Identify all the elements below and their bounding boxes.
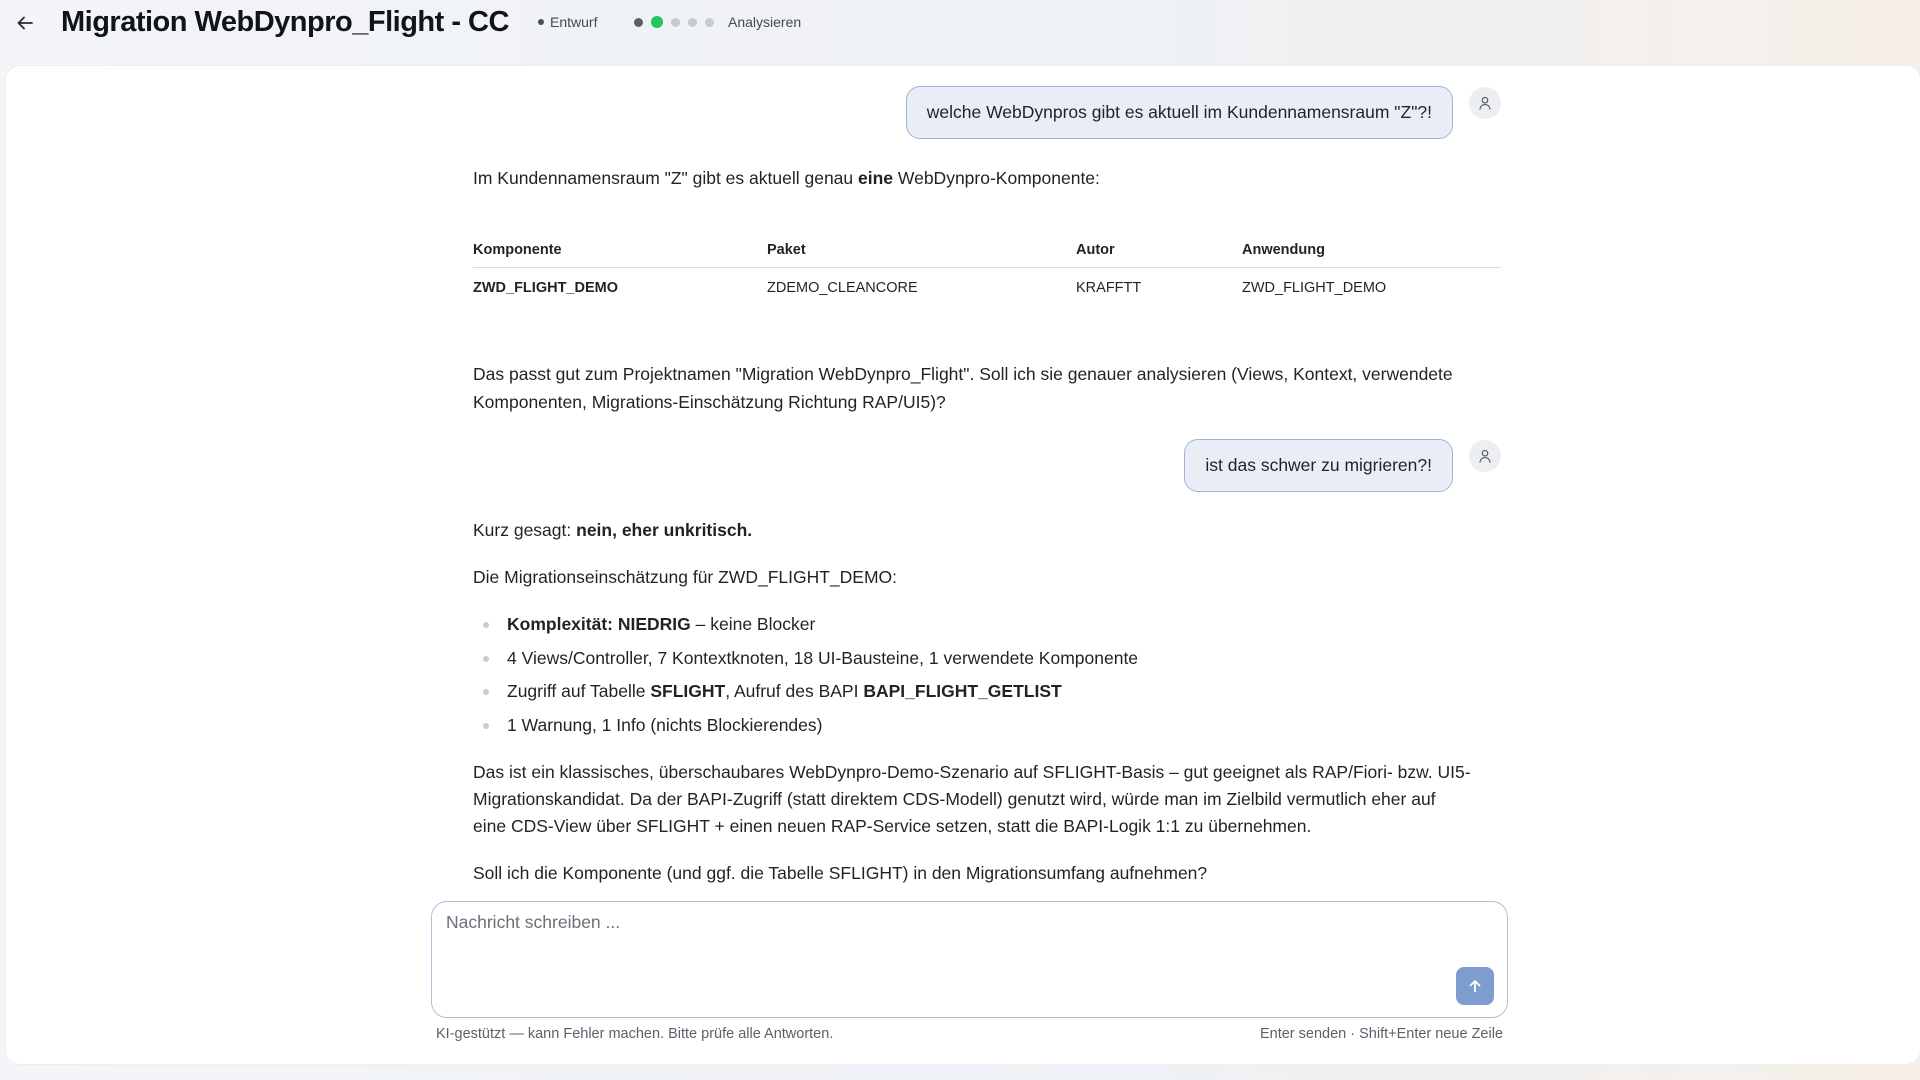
table-cell: KRAFFTT [1076,280,1142,296]
send-button[interactable] [1456,967,1494,1005]
status-label: Entwurf [550,14,598,30]
step-indicator [671,18,680,27]
keyboard-hint: Enter senden · Shift+Enter neue Zeile [1259,1026,1503,1042]
status-dot-icon [538,19,544,25]
step-indicator-active [651,16,663,28]
user-icon [1477,95,1493,111]
message-composer [431,901,1508,1018]
table-cell: ZWD_FLIGHT_DEMO [473,280,618,296]
assistant-text: Das passt gut zum Projektnamen "Migration WebDynpro_Flight". Soll ich sie genauer analysieren (Views, Kontext, verwendete Komponenten, Migrations-Einschätzung Richtung RAP/UI5)? [473,364,1453,412]
bullet-list [473,609,1138,743]
list-item: 1 Warnung, 1 Info (nichts Blockierendes) [473,710,1138,744]
avatar [1469,87,1501,119]
message-input[interactable] [446,912,1446,972]
arrow-up-icon [1467,978,1483,994]
column-header: Anwendung [1242,234,1501,268]
assistant-text: Kurz gesagt: nein, eher unkritisch. [473,520,753,540]
column-header: Komponente [473,234,767,268]
user-message: welche WebDynpros gibt es aktuell im Kundennamensraum "Z"?! [906,86,1453,139]
table-cell: ZDEMO_CLEANCORE [767,280,918,296]
step-indicator [705,18,714,27]
header [0,0,1920,64]
arrow-left-icon [16,14,34,32]
assistant-text: Das ist ein klassisches, überschaubares WebDynpro-Demo-Szenario auf SFLIGHT-Basis – gut geeignet als RAP/Fiori- bzw. UI5- Migrationskandidat. Da der BAPI-Zugriff (statt direktem CDS-Modell) genutzt wird, würde man im Zielbild vermutlich eher auf eine CDS-View über SFLIGHT + einen neuen RAP-Service setzen, statt die BAPI-Logik 1:1 zu übernehmen. [473,762,1471,836]
disclaimer-text: KI-gestützt — kann Fehler machen. Bitte prüfe alle Antworten. [436,1026,834,1042]
column-header: Paket [767,234,1076,268]
list-item: Zugriff auf Tabelle SFLIGHT, Aufruf des BAPI BAPI_FLIGHT_GETLIST [473,676,1138,710]
list-item: 4 Views/Controller, 7 Kontextknoten, 18 UI-Bausteine, 1 verwendete Komponente [473,643,1138,677]
table-header-row [473,234,1501,268]
step-indicator [688,18,697,27]
table-row [473,268,1501,305]
user-icon [1477,448,1493,464]
table-cell: ZWD_FLIGHT_DEMO [1242,280,1387,296]
assistant-text: Im Kundennamensraum "Z" gibt es aktuell genau eine WebDynpro-Komponente: [473,168,1100,188]
list-item: Komplexität: NIEDRIG – keine Blocker [473,609,1138,643]
column-header: Autor [1076,234,1242,268]
user-message: ist das schwer zu migrieren?! [1184,439,1453,492]
step-label: Analysieren [728,14,802,30]
progress-stepper [634,14,801,30]
page-title: Migration WebDynpro_Flight - CC [61,6,509,38]
avatar [1469,440,1501,472]
status-badge [538,14,597,30]
back-button[interactable] [12,10,38,36]
assistant-text: Die Migrationseinschätzung für ZWD_FLIGHT_DEMO: [473,567,898,587]
step-indicator [634,18,643,27]
assistant-text: Soll ich die Komponente (und ggf. die Tabelle SFLIGHT) in den Migrationsumfang aufnehmen? [473,863,1208,883]
components-table [473,234,1501,304]
